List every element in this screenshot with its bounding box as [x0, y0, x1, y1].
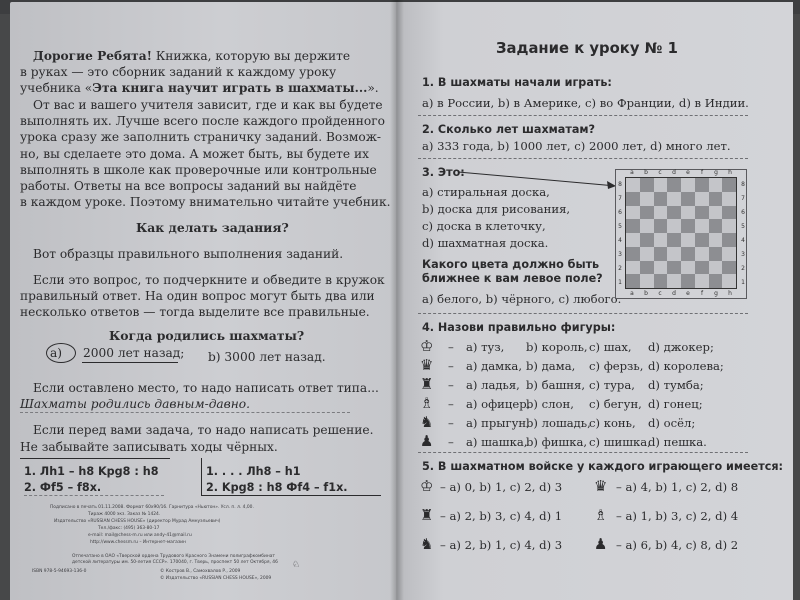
piece-name-option[interactable]: с) бегун, — [589, 397, 642, 411]
example-question: Когда родились шахматы? — [109, 328, 305, 343]
piece-count-options[interactable]: – а) 6, b) 4, с) 8, d) 2 — [616, 538, 739, 552]
rook-icon: ♜ — [420, 506, 434, 524]
separator — [418, 158, 748, 159]
piece-count-options[interactable]: – а) 4, b) 1, с) 2, d) 8 — [616, 480, 739, 494]
separator — [418, 115, 748, 116]
board-file-label: f — [700, 290, 704, 297]
publisher-logo-icon: ♘ — [292, 560, 301, 570]
board-square — [640, 219, 654, 233]
board-rank-label: 2 — [741, 265, 745, 272]
board-square — [667, 233, 681, 247]
piece-name-option[interactable]: а) туз, — [466, 340, 505, 354]
question-3-answer[interactable]: b) доска для рисования, — [422, 202, 571, 216]
board-file-label: b — [644, 290, 648, 297]
question-3: 3. Это: — [422, 166, 465, 179]
greeting: Дорогие Ребята! — [33, 49, 152, 63]
left-page — [10, 2, 396, 600]
intro-line-2: в руках — это сборник заданий к каждому уроку — [20, 65, 337, 79]
board-square — [654, 178, 668, 192]
board-file-label: g — [714, 290, 718, 297]
piece-name-option[interactable]: b) фишка, — [526, 435, 588, 449]
board-square — [722, 178, 736, 192]
board-rank-label: 7 — [618, 195, 622, 202]
intro-text-line: работы. Ответы на все вопросы заданий вы найдёте — [20, 179, 357, 193]
lesson-title: Задание к уроку № 1 — [496, 40, 678, 57]
piece-count-options[interactable]: – а) 2, b) 3, с) 4, d) 1 — [440, 509, 563, 523]
board-square — [709, 178, 723, 192]
board-square — [626, 233, 640, 247]
piece-name-option[interactable]: а) ладья, — [466, 378, 520, 392]
board-rank-label: 6 — [741, 209, 745, 216]
board-file-label: a — [630, 169, 634, 176]
board-rank-label: 2 — [618, 265, 622, 272]
board-square — [681, 206, 695, 220]
board-rank-label: 8 — [741, 181, 745, 188]
moves-box-top-left — [20, 458, 170, 459]
board-square — [654, 261, 668, 275]
board-square — [722, 206, 736, 220]
piece-name-option[interactable]: d) джокер; — [648, 340, 714, 354]
board-file-label: d — [672, 169, 676, 176]
board-square — [695, 233, 709, 247]
book-spine — [390, 0, 404, 600]
board-rank-label: 3 — [741, 251, 745, 258]
how-line: правильный ответ. На один вопрос могут быть два или — [20, 289, 375, 303]
board-square — [640, 192, 654, 206]
rook-icon: ♜ — [420, 375, 434, 393]
king-icon: ♔ — [420, 337, 434, 355]
right-page — [396, 2, 793, 600]
board-square — [626, 178, 640, 192]
board-square — [667, 178, 681, 192]
pawn-icon: ♟ — [594, 535, 608, 553]
board-file-label: c — [658, 290, 662, 297]
board-square — [667, 247, 681, 261]
task-line: Не забывайте записывать ходы чёрных. — [20, 440, 278, 454]
piece-name-option[interactable]: b) слон, — [526, 397, 574, 411]
board-square — [654, 247, 668, 261]
board-square — [695, 247, 709, 261]
pawn-icon: ♟ — [420, 432, 434, 450]
bishop-icon: ♗ — [420, 394, 434, 412]
board-square — [626, 261, 640, 275]
piece-name-option[interactable]: d) королева; — [648, 359, 724, 373]
how-line: несколько ответов — тогда выделите все правильные. — [20, 305, 370, 319]
board-square — [709, 233, 723, 247]
board-square — [695, 261, 709, 275]
board-rank-label: 5 — [741, 223, 745, 230]
how-line: Если это вопрос, то подчеркните и обведите в кружок — [33, 273, 385, 287]
board-rank-label: 3 — [618, 251, 622, 258]
question-1: 1. В шахматы начали играть: — [422, 76, 612, 89]
knight-icon: ♞ — [420, 535, 434, 553]
answer-underline — [82, 362, 178, 363]
knight-icon: ♞ — [420, 413, 434, 431]
board-square — [695, 178, 709, 192]
board-file-label: h — [728, 169, 732, 176]
board-square — [709, 261, 723, 275]
piece-name-option[interactable]: а) прыгун, — [466, 416, 530, 430]
intro-line-1 — [33, 48, 350, 64]
board-square — [681, 192, 695, 206]
intro-text-line: но, вы сделаете это дома. А может быть, вы будете их — [20, 147, 369, 161]
board-square — [695, 219, 709, 233]
piece-name-option[interactable]: с) конь, — [589, 416, 636, 430]
board-rank-label: 4 — [618, 237, 622, 244]
piece-name-option[interactable]: b) лошадь, — [526, 416, 591, 430]
board-square — [626, 274, 640, 288]
board-square — [626, 206, 640, 220]
imprint-line: Подписано в печать 01.11.2008. Формат 60х90/16. Гарнитура «Ньютон». Усл. п. л. 4,00. — [50, 505, 254, 510]
board-file-label: a — [630, 290, 634, 297]
board-square — [722, 233, 736, 247]
board-file-label: g — [714, 169, 718, 176]
queen-icon: ♛ — [420, 356, 434, 374]
example-answer-text: 2000 лет назад; — [83, 346, 185, 360]
piece-count-options[interactable]: – а) 1, b) 3, с) 2, d) 4 — [616, 509, 739, 523]
piece-name-option[interactable]: а) дамка, — [466, 359, 523, 373]
intro-line-3-a: учебника « — [20, 81, 93, 95]
copyright-line: © Костров В., Самохвалов Р., 2009 — [160, 569, 241, 574]
intro-line-3 — [20, 80, 379, 96]
board-square — [681, 261, 695, 275]
board-square — [709, 206, 723, 220]
printer-line: детской литературы им. 50-летия СССР». 170040, г. Тверь, проспект 50 лет Октября, 46 — [72, 560, 278, 565]
sub-question-line-1: Какого цвета должно быть — [422, 258, 600, 271]
question-2: 2. Сколько лет шахматам? — [422, 123, 596, 136]
dash: – — [448, 359, 454, 373]
piece-name-option[interactable]: d) пешка. — [648, 435, 707, 449]
task-line: Если перед вами задача, то надо написать решение. — [33, 423, 374, 437]
separator — [418, 313, 748, 314]
board-square — [722, 274, 736, 288]
moves-right-2: 2. Kpg8 : h8 Фf4 – f1x. — [206, 481, 348, 494]
board-square — [709, 247, 723, 261]
piece-name-option[interactable]: b) король, — [526, 340, 588, 354]
sub-question-line-2: ближнее к вам левое поле? — [422, 272, 603, 285]
how-line: Вот образцы правильного выполнения заданий. — [33, 247, 344, 261]
piece-name-option[interactable]: d) тумба; — [648, 378, 704, 392]
board-square — [654, 206, 668, 220]
piece-name-option[interactable]: b) башня, — [526, 378, 586, 392]
question-1-answers[interactable]: а) в России, b) в Америке, с) во Франции, d) в Индии. — [422, 96, 749, 110]
board-file-label: b — [644, 169, 648, 176]
intro-line-1-rest: Книжка, которую вы держите — [155, 49, 351, 63]
question-4: 4. Назови правильно фигуры: — [422, 321, 616, 334]
piece-name-option[interactable]: а) шашка, — [466, 435, 528, 449]
how-heading: Как делать задания? — [136, 220, 289, 235]
queen-icon: ♛ — [594, 477, 608, 495]
moves-left-1: 1. Лh1 – h8 Kpg8 : h8 — [24, 465, 159, 478]
board-square — [654, 192, 668, 206]
piece-name-option[interactable]: с) шах, — [589, 340, 632, 354]
board-square — [681, 233, 695, 247]
example-answer-letter: а) — [50, 346, 63, 360]
board-rank-label: 6 — [618, 209, 622, 216]
imprint-line: Тираж 4000 экз. Заказ № 1424. — [88, 512, 161, 517]
question-3-answer[interactable]: d) шахматная доска. — [422, 236, 549, 250]
board-square — [695, 192, 709, 206]
board-square — [681, 178, 695, 192]
board-file-label: e — [686, 290, 690, 297]
king-icon: ♔ — [420, 477, 434, 495]
printer-line: Отпечатано в ОАО «Тверской ордена Трудового Красного Знамени полиграфкомбинат — [72, 554, 275, 559]
moves-underline — [24, 495, 164, 496]
dash: – — [448, 378, 454, 392]
board-square — [626, 192, 640, 206]
board-square — [695, 206, 709, 220]
board-square — [626, 247, 640, 261]
question-2-answers[interactable]: а) 333 года, b) 1000 лет, с) 2000 лет, d) много лет. — [422, 139, 731, 153]
intro-text-line: в каждом уроке. Поэтому внимательно читайте учебник. — [20, 195, 391, 209]
board-square — [667, 192, 681, 206]
intro-text-line: выполнять в школе как проверочные или контрольные — [20, 163, 377, 177]
imprint-line: Тел./факс: (495) 363-80-17 — [98, 526, 160, 531]
piece-count-options[interactable]: – а) 2, b) 1, с) 4, d) 3 — [440, 538, 563, 552]
board-square — [681, 274, 695, 288]
copyright-line: © Издательство «RUSSIAN CHESS HOUSE», 2009 — [160, 576, 272, 581]
question-5: 5. В шахматном войске у каждого играющего имеется: — [422, 460, 783, 473]
piece-name-option[interactable]: с) шишка, — [589, 435, 651, 449]
board-rank-label: 8 — [618, 181, 622, 188]
board-square — [667, 261, 681, 275]
board-square — [640, 206, 654, 220]
imprint-line: http://www.chessm.ru – Интернет-магазин — [90, 540, 186, 545]
board-square — [667, 206, 681, 220]
piece-name-option[interactable]: а) офицер, — [466, 397, 531, 411]
dash: – — [448, 435, 454, 449]
board-file-label: e — [686, 169, 690, 176]
board-square — [681, 219, 695, 233]
imprint-line: Издательство «RUSSIAN CHESS HOUSE» (директор Мурад Амнуэльевич) — [54, 519, 221, 524]
board-square — [626, 219, 640, 233]
separator — [418, 452, 748, 453]
board-rank-label: 7 — [741, 195, 745, 202]
board-square — [654, 274, 668, 288]
imprint-line: e-mail: mail@chess-m.ru или andy-41@mail.ru — [88, 533, 192, 538]
board-square — [722, 261, 736, 275]
board-square — [681, 247, 695, 261]
answer-line — [20, 412, 350, 413]
board-square — [722, 247, 736, 261]
bishop-icon: ♗ — [594, 506, 608, 524]
board-square — [640, 261, 654, 275]
moves-divider — [201, 458, 202, 496]
question-3-answer[interactable]: с) доска в клеточку, — [422, 219, 546, 233]
moves-left-2: 2. Фf5 – f8x. — [24, 481, 102, 494]
piece-name-option[interactable]: b) дама, — [526, 359, 576, 373]
intro-text-line: выполнять их. Лучше всего после каждого пройденного — [20, 114, 385, 128]
intro-text-line: От вас и вашего учителя зависит, где и как вы будете — [33, 98, 383, 112]
dash: – — [448, 416, 454, 430]
board-square — [709, 219, 723, 233]
board-file-label: f — [700, 169, 704, 176]
board-square — [640, 178, 654, 192]
handwritten-answer: Шахматы родились давным-давно. — [20, 397, 251, 411]
piece-name-option[interactable]: с) тура, — [589, 378, 635, 392]
board-file-label: c — [658, 169, 662, 176]
dash: – — [448, 340, 454, 354]
moves-right-1: 1. . . . Лh8 – h1 — [206, 465, 301, 478]
board-file-label: d — [672, 290, 676, 297]
intro-line-3-b: ». — [367, 81, 379, 95]
chess-board — [625, 177, 737, 289]
textbook-title: Эта книга научит играть в шахматы... — [92, 81, 368, 95]
board-square — [709, 192, 723, 206]
board-square — [667, 219, 681, 233]
board-square — [722, 219, 736, 233]
board-square — [667, 274, 681, 288]
board-rank-label: 4 — [741, 237, 745, 244]
piece-count-options[interactable]: – а) 0, b) 1, с) 2, d) 3 — [440, 480, 563, 494]
board-square — [709, 274, 723, 288]
dash: – — [448, 397, 454, 411]
piece-name-option[interactable]: d) осёл; — [648, 416, 696, 430]
board-square — [640, 233, 654, 247]
board-square — [640, 247, 654, 261]
intro-text-line: урока сразу же заполнить страничку заданий. Возмож- — [20, 130, 382, 144]
place-line: Если оставлено место, то надо написать ответ типа... — [33, 381, 379, 395]
question-3-answer[interactable]: а) стиральная доска, — [422, 185, 550, 199]
isbn: ISBN 978-5-94693-136-0 — [32, 569, 87, 574]
board-square — [640, 274, 654, 288]
piece-name-option[interactable]: с) ферзь, — [589, 359, 644, 373]
board-square — [654, 233, 668, 247]
board-file-label: h — [728, 290, 732, 297]
board-square — [654, 219, 668, 233]
board-rank-label: 5 — [618, 223, 622, 230]
board-square — [695, 274, 709, 288]
board-square — [722, 192, 736, 206]
example-answer-b: b) 3000 лет назад. — [208, 350, 326, 364]
sub-question-answers[interactable]: а) белого, b) чёрного, с) любого. — [422, 292, 622, 306]
piece-name-option[interactable]: d) гонец; — [648, 397, 703, 411]
board-rank-label: 1 — [618, 279, 622, 286]
board-rank-label: 1 — [741, 279, 745, 286]
